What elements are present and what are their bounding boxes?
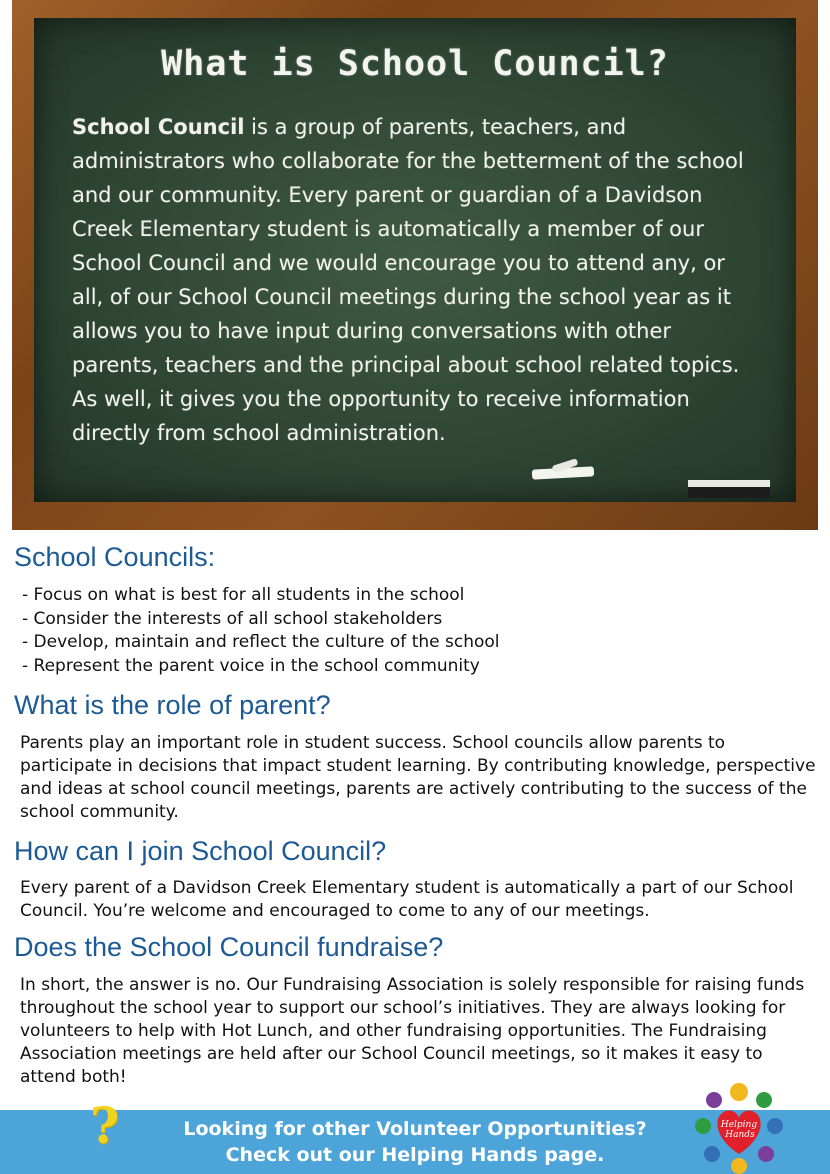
board-title: What is School Council? (161, 44, 669, 84)
fundraise-heading: Does the School Council fundraise? (14, 932, 444, 962)
logo-text-2: Hands (725, 1130, 755, 1140)
chalkboard-frame (12, 0, 818, 530)
fundraise-paragraph: In short, the answer is no. Our Fundraising Association is solely responsible for raising funds throughout the school year to support our school’s initiatives. They are always looking for volunteers to help with Hot Lunch, and other fundraising opportunities. The Fundraising Association meetings are held after our School Council meetings, so it makes it easy to attend both! (20, 975, 805, 1087)
eraser-icon (688, 480, 770, 498)
list-item: - Develop, maintain and reflect the culture of the school (22, 632, 500, 652)
list-item: - Represent the parent voice in the school community (22, 655, 480, 676)
role-heading: What is the role of parent? (14, 690, 331, 720)
school-councils-list (22, 584, 500, 678)
footer-line-1: Looking for other Volunteer Opportunities? (183, 1118, 647, 1140)
join-heading: How can I join School Council? (14, 836, 387, 866)
chalkboard (34, 18, 796, 502)
helping-hands-logo[interactable] (694, 1082, 784, 1174)
board-body: is a group of parents, teachers, and administrators who collaborate for the betterment of the school and our community. Every parent or guardian of a Davidson Creek Elementary student is automatically a member of our School Council and we would encourage you to attend any, or all, of our School Council meetings during the school year as it allows you to have input during conversations with other parents, teachers and the principal about school related topics. As well, it gives you the opportunity to receive information directly from school administration. (72, 115, 744, 445)
board-paragraph (72, 110, 760, 450)
list-item: - Consider the interests of all school stakeholders (22, 608, 443, 629)
join-paragraph: Every parent of a Davidson Creek Elementary student is automatically a part of our School Council. You’re welcome and encouraged to come to any of our meetings. (20, 878, 794, 921)
logo-text-1: Helping (720, 1120, 758, 1130)
footer-line-2: Check out our Helping Hands page. (225, 1144, 605, 1166)
role-paragraph: Parents play an important role in student success. School councils allow parents to participate in decisions that impact student learning. By contributing knowledge, perspective and ideas at school council meetings, parents are actively contributing to the success of the school community. (20, 733, 816, 822)
question-mark-icon: ? (90, 1096, 120, 1155)
school-councils-heading: School Councils: (14, 542, 216, 572)
board-lead: School Council (72, 115, 245, 139)
list-item: - Focus on what is best for all students in the school (22, 585, 465, 605)
